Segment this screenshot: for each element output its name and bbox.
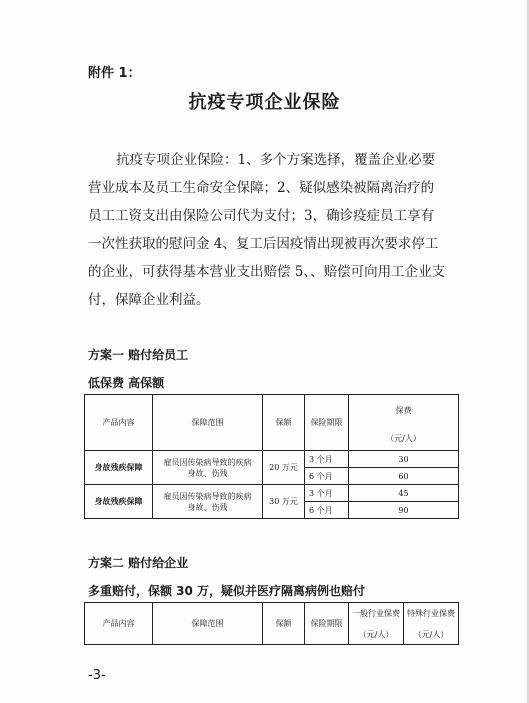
table-row — [85, 485, 459, 502]
cell-period: 6 个月 — [305, 502, 349, 519]
cell-premium: 45 — [349, 485, 459, 502]
paragraph-line: 付，保障企业利益。 — [88, 292, 210, 308]
plan1-table — [84, 394, 459, 519]
header-coverage: 保障范围 — [153, 395, 263, 451]
plan1-heading: 方案一 赔付给员工 — [88, 348, 189, 362]
header-special-premium: 特殊行业保费 — [404, 603, 459, 625]
header-premium: 保费 — [349, 395, 459, 427]
header-period: 保险期限 — [305, 395, 349, 451]
header-amount: 保额 — [263, 603, 305, 645]
document-title: 抗疫专项企业保险 — [188, 92, 341, 113]
cell-premium: 60 — [349, 468, 459, 485]
header-general-premium: 一般行业保费 — [349, 603, 404, 625]
table-header-row — [85, 603, 459, 625]
header-product: 产品内容 — [85, 395, 153, 451]
cell-period: 3 个月 — [305, 451, 349, 468]
cell-amount: 20 万元 — [263, 451, 305, 485]
cell-coverage: 雇员因传染病导致的疾病身故、伤残 — [153, 485, 263, 519]
header-product: 产品内容 — [85, 603, 153, 645]
cell-product: 身故残疾保障 — [85, 451, 153, 485]
paragraph-line: 一次性获取的慰问金 4、复工后因疫情出现被再次要求停工 — [88, 236, 439, 252]
header-coverage: 保障范围 — [153, 603, 263, 645]
cell-period: 6 个月 — [305, 468, 349, 485]
cell-premium: 30 — [349, 451, 459, 468]
cell-amount: 30 万元 — [263, 485, 305, 519]
cell-coverage: 雇员因传染病导致的疾病身故、伤残 — [153, 451, 263, 485]
paragraph-line: 的企业，可获得基本营业支出赔偿 5、、赔偿可向用工企业支 — [88, 264, 446, 280]
header-premium-unit: （元/人） — [349, 427, 459, 451]
page-number: -3- — [88, 668, 106, 683]
header-amount: 保额 — [263, 395, 305, 451]
plan1-subheading: 低保费 高保额 — [88, 376, 165, 390]
table-row — [85, 451, 459, 468]
paragraph-line: 员工工资支出由保险公司代为支付；3，确诊疫症员工享有 — [88, 208, 435, 224]
cell-premium: 90 — [349, 502, 459, 519]
intro-paragraph — [88, 146, 460, 314]
plan2-table — [84, 602, 459, 645]
paragraph-line: 营业成本及员工生命安全保障；2、疑似感染被隔离治疗的 — [88, 180, 435, 196]
cell-period: 3 个月 — [305, 485, 349, 502]
header-special-unit: （元/人） — [404, 625, 459, 645]
table-header-row — [85, 395, 459, 427]
plan2-subheading: 多重赔付，保额 30 万，疑似并医疗隔离病例也赔付 — [88, 584, 366, 598]
plan2-heading: 方案二 赔付给企业 — [88, 556, 189, 570]
attachment-label: 附件 1： — [88, 66, 141, 81]
cell-product: 身故残疾保障 — [85, 485, 153, 519]
header-period: 保险期限 — [305, 603, 349, 645]
paragraph-line: 抗疫专项企业保险：1、多个方案选择，覆盖企业必要 — [116, 152, 436, 168]
header-general-unit: （元/人） — [349, 625, 404, 645]
